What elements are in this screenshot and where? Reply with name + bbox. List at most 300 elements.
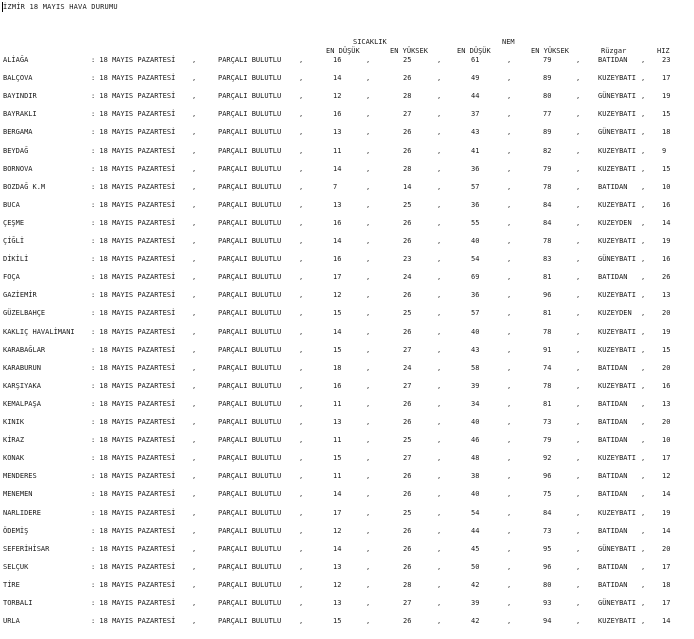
separator: , [437, 182, 442, 191]
table-row [0, 164, 694, 176]
condition-cell: PARÇALI BULUTLU [218, 128, 282, 137]
city-name: ÖDEMİŞ [3, 526, 29, 535]
separator: , [299, 309, 304, 318]
wind-speed-cell: 17 [662, 599, 671, 607]
city-name: BOZDAĞ K.M [3, 182, 46, 191]
separator: , [299, 56, 304, 64]
header-hiz: HIZ [657, 47, 670, 55]
separator: , [299, 381, 304, 390]
separator: , [641, 526, 646, 535]
city-name: BORNOVA [3, 164, 33, 173]
separator: , [366, 182, 371, 191]
city-name: SELÇUK [3, 562, 29, 571]
separator: , [437, 454, 442, 463]
date-cell: : 18 MAYIS PAZARTESİ [91, 200, 176, 209]
temp-max-cell: 26 [403, 146, 412, 155]
wind-speed-cell: 10 [662, 182, 671, 191]
separator: , [641, 255, 646, 264]
city-name: TORBALI [3, 599, 33, 607]
humidity-max-cell: 81 [543, 309, 552, 318]
wind-speed-cell: 15 [662, 345, 671, 354]
separator: , [437, 562, 442, 571]
separator: , [576, 92, 581, 101]
separator: , [576, 436, 581, 445]
table-row [0, 254, 694, 266]
humidity-min-cell: 40 [471, 327, 480, 336]
condition-cell: PARÇALI BULUTLU [218, 237, 282, 245]
separator: , [507, 363, 512, 372]
separator: , [437, 599, 442, 607]
humidity-max-cell: 79 [543, 164, 552, 173]
humidity-min-cell: 57 [471, 182, 480, 191]
separator: , [507, 490, 512, 499]
separator: , [641, 418, 646, 426]
separator: , [576, 200, 581, 209]
separator: , [299, 200, 304, 209]
header-nem-min: EN DÜŞÜK [457, 47, 491, 55]
humidity-min-cell: 50 [471, 562, 480, 571]
wind-direction-cell: BATIDAN [598, 490, 628, 499]
separator: , [641, 399, 646, 408]
date-cell: : 18 MAYIS PAZARTESİ [91, 327, 176, 336]
date-cell: : 18 MAYIS PAZARTESİ [91, 363, 176, 372]
wind-direction-cell: KUZEYBATI [598, 146, 636, 155]
separator: , [299, 617, 304, 626]
separator: , [366, 544, 371, 553]
wind-speed-cell: 19 [662, 508, 671, 517]
table-row [0, 345, 694, 357]
humidity-max-cell: 78 [543, 327, 552, 336]
condition-cell: PARÇALI BULUTLU [218, 345, 282, 354]
wind-direction-cell: KUZEYBATI [598, 508, 636, 517]
separator: , [366, 327, 371, 336]
separator: , [192, 508, 197, 517]
separator: , [299, 436, 304, 445]
wind-direction-cell: KUZEYBATI [598, 74, 636, 83]
wind-speed-cell: 17 [662, 454, 671, 463]
table-row [0, 327, 694, 339]
separator: , [299, 454, 304, 463]
separator: , [192, 56, 197, 64]
separator: , [437, 309, 442, 318]
humidity-min-cell: 43 [471, 128, 480, 137]
humidity-max-cell: 89 [543, 128, 552, 137]
separator: , [576, 345, 581, 354]
separator: , [366, 418, 371, 426]
condition-cell: PARÇALI BULUTLU [218, 92, 282, 101]
separator: , [507, 291, 512, 300]
separator: , [366, 345, 371, 354]
separator: , [366, 92, 371, 101]
city-name: GÜZELBAHÇE [3, 309, 46, 318]
city-name: GAZİEMİR [3, 291, 37, 300]
wind-direction-cell: BATIDAN [598, 562, 628, 571]
separator: , [366, 526, 371, 535]
table-row [0, 363, 694, 375]
temp-min-cell: 13 [333, 418, 342, 426]
separator: , [641, 128, 646, 137]
separator: , [299, 92, 304, 101]
separator: , [192, 273, 197, 282]
wind-direction-cell: BATIDAN [598, 182, 628, 191]
temp-min-cell: 11 [333, 472, 342, 481]
temp-max-cell: 27 [403, 599, 412, 607]
date-cell: : 18 MAYIS PAZARTESİ [91, 128, 176, 137]
temp-max-cell: 26 [403, 128, 412, 137]
temp-min-cell: 13 [333, 200, 342, 209]
separator: , [192, 182, 197, 191]
wind-direction-cell: GÜNEYBATI [598, 599, 636, 607]
date-cell: : 18 MAYIS PAZARTESİ [91, 110, 176, 119]
separator: , [437, 327, 442, 336]
condition-cell: PARÇALI BULUTLU [218, 490, 282, 499]
city-name: KINIK [3, 418, 25, 426]
temp-max-cell: 26 [403, 399, 412, 408]
date-cell: : 18 MAYIS PAZARTESİ [91, 164, 176, 173]
separator: , [192, 164, 197, 173]
separator: , [192, 526, 197, 535]
wind-speed-cell: 20 [662, 544, 671, 553]
temp-min-cell: 15 [333, 345, 342, 354]
separator: , [437, 544, 442, 553]
separator: , [366, 110, 371, 119]
header-sicaklik-max: EN YÜKSEK [390, 47, 428, 55]
condition-cell: PARÇALI BULUTLU [218, 56, 282, 64]
wind-direction-cell: BATIDAN [598, 418, 628, 426]
separator: , [437, 164, 442, 173]
separator: , [641, 381, 646, 390]
temp-min-cell: 16 [333, 110, 342, 119]
separator: , [366, 436, 371, 445]
separator: , [192, 146, 197, 155]
date-cell: : 18 MAYIS PAZARTESİ [91, 580, 176, 589]
separator: , [507, 164, 512, 173]
separator: , [507, 399, 512, 408]
separator: , [437, 218, 442, 227]
humidity-min-cell: 34 [471, 399, 480, 408]
separator: , [299, 345, 304, 354]
temp-max-cell: 26 [403, 327, 412, 336]
condition-cell: PARÇALI BULUTLU [218, 454, 282, 463]
separator: , [641, 92, 646, 101]
city-name: BAYINDIR [3, 92, 37, 101]
date-cell: : 18 MAYIS PAZARTESİ [91, 418, 176, 426]
temp-max-cell: 24 [403, 273, 412, 282]
temp-min-cell: 12 [333, 526, 342, 535]
humidity-min-cell: 45 [471, 544, 480, 553]
separator: , [576, 526, 581, 535]
temp-max-cell: 26 [403, 562, 412, 571]
separator: , [192, 200, 197, 209]
separator: , [299, 327, 304, 336]
table-row [0, 562, 694, 574]
table-row [0, 616, 694, 628]
separator: , [576, 182, 581, 191]
wind-direction-cell: KUZEYBATI [598, 345, 636, 354]
wind-speed-cell: 19 [662, 237, 671, 245]
separator: , [641, 599, 646, 607]
table-row [0, 489, 694, 501]
separator: , [299, 544, 304, 553]
temp-max-cell: 27 [403, 454, 412, 463]
separator: , [641, 508, 646, 517]
separator: , [641, 544, 646, 553]
humidity-max-cell: 73 [543, 418, 552, 426]
humidity-min-cell: 40 [471, 418, 480, 426]
city-name: KARABURUN [3, 363, 41, 372]
condition-cell: PARÇALI BULUTLU [218, 580, 282, 589]
humidity-min-cell: 40 [471, 237, 480, 245]
humidity-max-cell: 82 [543, 146, 552, 155]
separator: , [641, 218, 646, 227]
humidity-max-cell: 96 [543, 562, 552, 571]
separator: , [192, 617, 197, 626]
condition-cell: PARÇALI BULUTLU [218, 146, 282, 155]
humidity-min-cell: 54 [471, 508, 480, 517]
separator: , [576, 128, 581, 137]
humidity-min-cell: 38 [471, 472, 480, 481]
humidity-min-cell: 48 [471, 454, 480, 463]
separator: , [507, 146, 512, 155]
wind-speed-cell: 10 [662, 436, 671, 445]
separator: , [299, 291, 304, 300]
separator: , [507, 526, 512, 535]
table-row [0, 544, 694, 556]
separator: , [641, 56, 646, 64]
wind-direction-cell: BATIDAN [598, 526, 628, 535]
humidity-max-cell: 79 [543, 436, 552, 445]
date-cell: : 18 MAYIS PAZARTESİ [91, 544, 176, 553]
humidity-min-cell: 41 [471, 146, 480, 155]
table-row [0, 508, 694, 520]
table-row [0, 453, 694, 465]
separator: , [299, 580, 304, 589]
humidity-max-cell: 84 [543, 200, 552, 209]
condition-cell: PARÇALI BULUTLU [218, 363, 282, 372]
humidity-max-cell: 96 [543, 472, 552, 481]
wind-direction-cell: BATIDAN [598, 56, 628, 64]
separator: , [576, 562, 581, 571]
separator: , [507, 128, 512, 137]
humidity-min-cell: 49 [471, 74, 480, 83]
separator: , [437, 580, 442, 589]
separator: , [299, 399, 304, 408]
temp-min-cell: 14 [333, 327, 342, 336]
separator: , [641, 454, 646, 463]
separator: , [641, 327, 646, 336]
condition-cell: PARÇALI BULUTLU [218, 74, 282, 83]
separator: , [192, 436, 197, 445]
condition-cell: PARÇALI BULUTLU [218, 399, 282, 408]
separator: , [299, 490, 304, 499]
date-cell: : 18 MAYIS PAZARTESİ [91, 291, 176, 300]
separator: , [507, 508, 512, 517]
temp-max-cell: 26 [403, 237, 412, 245]
temp-min-cell: 17 [333, 508, 342, 517]
humidity-max-cell: 94 [543, 617, 552, 626]
separator: , [299, 146, 304, 155]
condition-cell: PARÇALI BULUTLU [218, 218, 282, 227]
table-row [0, 381, 694, 393]
condition-cell: PARÇALI BULUTLU [218, 418, 282, 426]
separator: , [299, 273, 304, 282]
wind-direction-cell: BATIDAN [598, 399, 628, 408]
separator: , [641, 309, 646, 318]
header-ruzgar: Rüzgar [601, 47, 627, 55]
city-name: MENEMEN [3, 490, 33, 499]
separator: , [641, 490, 646, 499]
separator: , [299, 128, 304, 137]
separator: , [576, 110, 581, 119]
separator: , [437, 200, 442, 209]
separator: , [507, 327, 512, 336]
table-row [0, 471, 694, 483]
separator: , [299, 237, 304, 245]
separator: , [437, 363, 442, 372]
date-cell: : 18 MAYIS PAZARTESİ [91, 237, 176, 245]
date-cell: : 18 MAYIS PAZARTESİ [91, 599, 176, 607]
humidity-max-cell: 93 [543, 599, 552, 607]
humidity-min-cell: 57 [471, 309, 480, 318]
wind-speed-cell: 14 [662, 526, 671, 535]
separator: , [437, 110, 442, 119]
humidity-max-cell: 92 [543, 454, 552, 463]
temp-max-cell: 26 [403, 617, 412, 626]
separator: , [366, 399, 371, 408]
separator: , [507, 454, 512, 463]
wind-speed-cell: 16 [662, 381, 671, 390]
separator: , [641, 182, 646, 191]
wind-speed-cell: 17 [662, 74, 671, 83]
condition-cell: PARÇALI BULUTLU [218, 164, 282, 173]
separator: , [192, 92, 197, 101]
temp-min-cell: 16 [333, 218, 342, 227]
humidity-min-cell: 54 [471, 255, 480, 264]
separator: , [641, 562, 646, 571]
separator: , [507, 418, 512, 426]
humidity-max-cell: 78 [543, 381, 552, 390]
separator: , [192, 128, 197, 137]
separator: , [366, 508, 371, 517]
city-name: KARŞIYAKA [3, 381, 41, 390]
humidity-min-cell: 55 [471, 218, 480, 227]
separator: , [507, 110, 512, 119]
temp-max-cell: 23 [403, 255, 412, 264]
separator: , [576, 164, 581, 173]
separator: , [576, 418, 581, 426]
temp-min-cell: 12 [333, 291, 342, 300]
temp-max-cell: 26 [403, 544, 412, 553]
separator: , [299, 110, 304, 119]
table-row [0, 399, 694, 411]
wind-speed-cell: 18 [662, 580, 671, 589]
separator: , [192, 363, 197, 372]
temp-max-cell: 27 [403, 381, 412, 390]
humidity-max-cell: 80 [543, 580, 552, 589]
separator: , [576, 237, 581, 245]
condition-cell: PARÇALI BULUTLU [218, 472, 282, 481]
humidity-min-cell: 61 [471, 56, 480, 64]
temp-max-cell: 25 [403, 200, 412, 209]
humidity-min-cell: 69 [471, 273, 480, 282]
humidity-max-cell: 95 [543, 544, 552, 553]
table-row [0, 435, 694, 447]
wind-speed-cell: 20 [662, 363, 671, 372]
table-row [0, 55, 694, 67]
date-cell: : 18 MAYIS PAZARTESİ [91, 92, 176, 101]
separator: , [576, 508, 581, 517]
table-row [0, 127, 694, 139]
date-cell: : 18 MAYIS PAZARTESİ [91, 146, 176, 155]
separator: , [366, 363, 371, 372]
separator: , [641, 273, 646, 282]
separator: , [437, 255, 442, 264]
separator: , [366, 490, 371, 499]
condition-cell: PARÇALI BULUTLU [218, 110, 282, 119]
separator: , [641, 146, 646, 155]
separator: , [366, 164, 371, 173]
separator: , [299, 472, 304, 481]
temp-max-cell: 28 [403, 580, 412, 589]
humidity-max-cell: 73 [543, 526, 552, 535]
table-row [0, 308, 694, 320]
city-name: FOÇA [3, 273, 20, 282]
separator: , [192, 418, 197, 426]
separator: , [576, 490, 581, 499]
humidity-max-cell: 84 [543, 508, 552, 517]
condition-cell: PARÇALI BULUTLU [218, 381, 282, 390]
temp-max-cell: 27 [403, 110, 412, 119]
separator: , [299, 218, 304, 227]
date-cell: : 18 MAYIS PAZARTESİ [91, 617, 176, 626]
wind-direction-cell: BATIDAN [598, 273, 628, 282]
wind-direction-cell: BATIDAN [598, 363, 628, 372]
city-name: NARLIDERE [3, 508, 41, 517]
temp-min-cell: 15 [333, 617, 342, 626]
separator: , [437, 399, 442, 408]
wind-direction-cell: GÜNEYBATI [598, 128, 636, 137]
separator: , [437, 128, 442, 137]
humidity-min-cell: 46 [471, 436, 480, 445]
city-name: TİRE [3, 580, 20, 589]
humidity-max-cell: 84 [543, 218, 552, 227]
separator: , [437, 273, 442, 282]
separator: , [507, 237, 512, 245]
separator: , [641, 237, 646, 245]
separator: , [641, 363, 646, 372]
separator: , [366, 580, 371, 589]
wind-speed-cell: 23 [662, 56, 671, 64]
condition-cell: PARÇALI BULUTLU [218, 291, 282, 300]
separator: , [366, 218, 371, 227]
wind-speed-cell: 19 [662, 92, 671, 101]
separator: , [192, 599, 197, 607]
separator: , [437, 56, 442, 64]
separator: , [437, 472, 442, 481]
temp-min-cell: 12 [333, 580, 342, 589]
date-cell: : 18 MAYIS PAZARTESİ [91, 273, 176, 282]
temp-max-cell: 27 [403, 345, 412, 354]
header-nem-max: EN YÜKSEK [531, 47, 569, 55]
city-name: URLA [3, 617, 20, 626]
separator: , [299, 508, 304, 517]
wind-speed-cell: 16 [662, 200, 671, 209]
city-name: ALİAĞA [3, 56, 29, 64]
wind-direction-cell: KUZEYBATI [598, 327, 636, 336]
wind-speed-cell: 17 [662, 562, 671, 571]
date-cell: : 18 MAYIS PAZARTESİ [91, 182, 176, 191]
separator: , [507, 436, 512, 445]
